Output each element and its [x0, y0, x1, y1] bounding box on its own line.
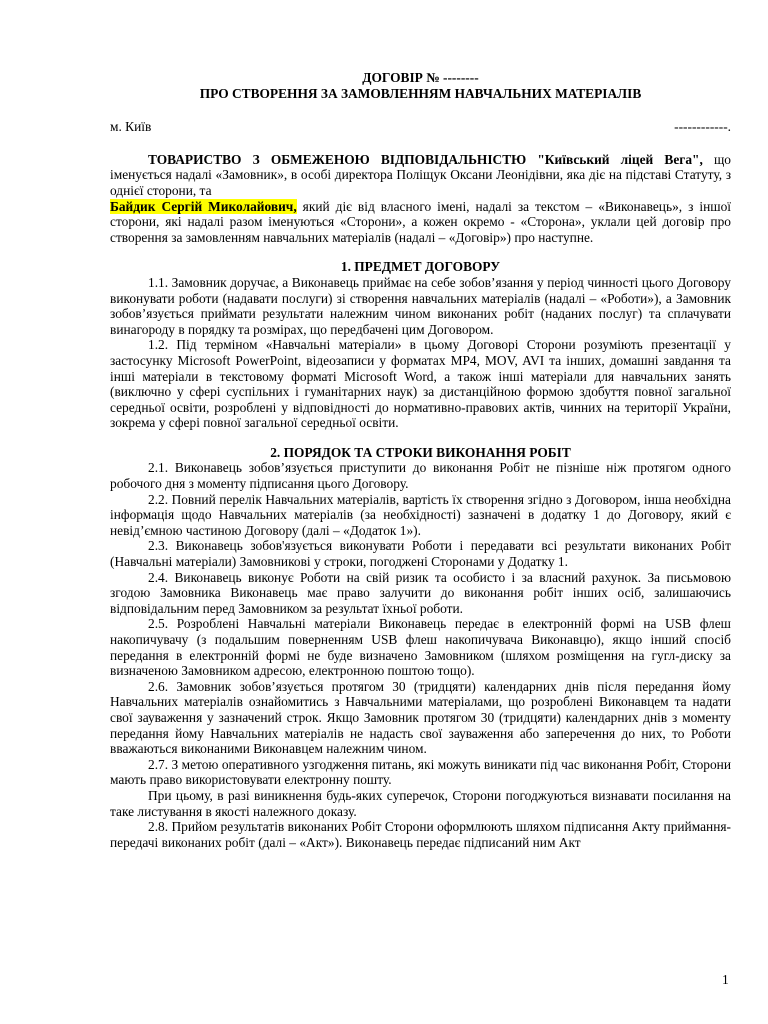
clause-2-7-continued: При цьому, в разі виникнення будь-яких суперечок, Сторони погоджуються визнавати посилання на таке листування в якості належного доказу.: [110, 787, 731, 819]
section-1-heading: 1. ПРЕДМЕТ ДОГОВОРУ: [340, 259, 501, 275]
city: м. Київ: [110, 119, 152, 135]
preamble-paragraph-2: [110, 199, 731, 246]
contract-subtitle: ПРО СТВОРЕННЯ ЗА ЗАМОВЛЕННЯМ НАВЧАЛЬНИХ МАТЕРІАЛІВ: [199, 85, 642, 101]
contract-date: ------------.: [674, 119, 731, 135]
clause-2-3: 2.3. Виконавець зобов'язується виконувати Роботи і передавати всі результати виконаних Робіт (Навчальні матеріали) Замовникові у строки, погоджені Сторонами у Додатку 1.: [110, 538, 731, 570]
contract-title: ДОГОВІР № --------: [362, 70, 479, 85]
preamble-text-1: що іменується надалі «Замовник», в особі директора Поліщук Оксани Леонідівни, яка діє на підставі Статуту, з однієї сторони, та: [110, 151, 731, 198]
clause-1-1: 1.1. Замовник доручає, а Виконавець приймає на себе зобов’язання у період чинності цього Договору виконувати роботи (надавати послуги) зі створення навчальних матеріалів (надалі – «Роботи»), а Замовник зобов’язується приймати результати належним чином виконаних робіт (наданих послуг) та сплачувати винагороду в порядку та розмірах, що передбачені цим Договором.: [110, 274, 731, 337]
page-number: 1: [722, 972, 729, 987]
preamble-paragraph: [110, 152, 731, 199]
clause-2-8: 2.8. Прийом результатів виконаних Робіт Сторони оформлюють шляхом підписання Акту приймання-передачі виконаних робіт (далі – «Акт»). Виконавець передає підписаний ним Акт: [110, 819, 731, 850]
clause-1-2: 1.2. Під терміном «Навчальні матеріали» в цьому Договорі Сторони розуміють презентації у застосунку Microsoft PowerPoint, відеозаписи у форматах MP4, MOV, AVI та інших, домашні завдання та інші матеріали в текстовому форматі Microsoft Word, а також інші матеріали для навчальних занять (виключно у сфері суспільних і гуманітарних наук) за дистанційною формою здобуття повної загальної середньої освіти, розроблені у відповідності до нормативно-правових актів, чинних на території України, зокрема у сфері повної загальної середньої освіти.: [110, 337, 731, 431]
clause-2-2: 2.2. Повний перелік Навчальних матеріалів, вартість їх створення згідно з Договором, інша необхідна інформація щодо Навчальних матеріалів (за необхідності) зазначені в додатку 1 до Договору, який є невід’ємною частиною Договору (далі – «Додаток 1»).: [110, 491, 731, 538]
clause-2-1: 2.1. Виконавець зобов’язується приступити до виконання Робіт не пізніше ніж протягом одного робочого дня з моменту підписання цього Договору.: [110, 460, 731, 492]
section-2-heading: 2. ПОРЯДОК ТА СТРОКИ ВИКОНАННЯ РОБІТ: [270, 444, 571, 460]
clause-2-4: 2.4. Виконавець виконує Роботи на свій ризик та особисто і за власний рахунок. За письмовою згодою Замовника Виконавець має право залучити до виконання робіт інших осіб, залишаючись відповідальним перед Замовником за результат їхньої роботи.: [110, 569, 731, 616]
contractor-name: Байдик Сергій Миколайович,: [110, 198, 297, 214]
preamble: [110, 152, 731, 246]
document-body: [110, 70, 731, 850]
clause-2-7: 2.7. З метою оперативного узгодження питань, які можуть виникати під час виконання Робіт, Сторони мають право використовувати електронну пошту.: [110, 756, 731, 788]
place-date-row: [110, 119, 731, 135]
clause-2-6: 2.6. Замовник зобов’язується протягом 30 (тридцяти) календарних днів після передання йому Навчальних матеріалів ознайомитись з Навчальними матеріалами, що розроблені Виконавцем та надати свої зауваження у зазначений строк. Якщо Замовник протягом 30 (тридцяти) календарних днів з моменту передання йому Навчальних матеріалів не надасть свої зауваження або заперечення до них, то Роботи вважаються виконаними Виконавцем належним чином.: [110, 678, 731, 757]
customer-company-name: ТОВАРИСТВО З ОБМЕЖЕНОЮ ВІДПОВІДАЛЬНІСТЮ "Київський ліцей Вега",: [148, 151, 703, 167]
preamble-text-2: який діє від власного імені, надалі за текстом – «Виконавець», з іншої сторони, які надалі разом іменуються «Сторони», а кожен окремо - «Сторона», уклали цей договір про створення за замовленням навчальних матеріалів (надалі – «Договір») про наступне.: [110, 198, 731, 245]
clause-2-5: 2.5. Розроблені Навчальні матеріали Виконавець передає в електронній формі на USB флеш накопичувачу (з подальшим поверненням USB флеш накопичувача Виконавцю), якщо інший спосіб передання в електронній формі не буде визначено Замовником (шляхом розміщення на гугл-диску за визначеною Замовником адресою, електронною поштою тощо).: [110, 616, 731, 679]
